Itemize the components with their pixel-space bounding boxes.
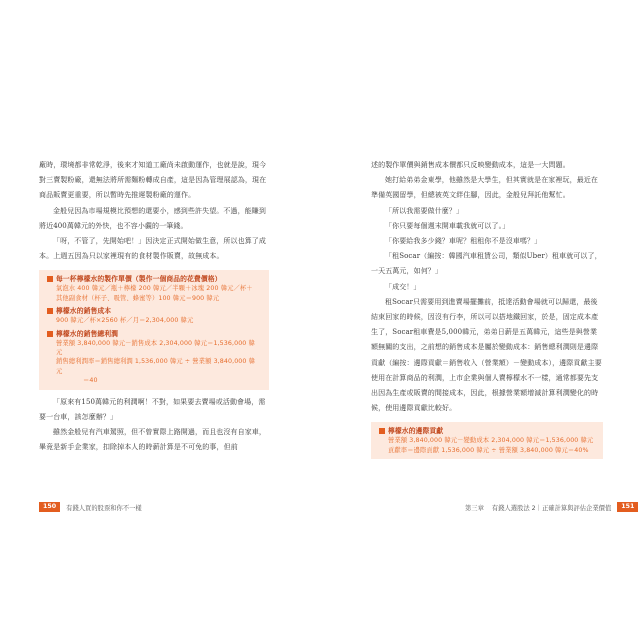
right-paragraph-1: 述的製作單價與銷售成本價都只反映變動成本，這是一大問題。	[371, 161, 570, 169]
right-paragraph-6: 「租Socar（編按：韓國汽車租賃公司，類似Uber）租車就可以了，一天五萬元，如何？」	[371, 252, 602, 276]
bullet-square-icon	[47, 308, 53, 314]
right-paragraph-2: 她打給弟弟金東學，他雖然是大學生，但其實就是在家裡玩，最近在準備英國留學，但總被英文絆住腳，因此，金般兒拜託他幫忙。	[371, 176, 598, 200]
sales-cost-section	[47, 306, 261, 325]
page-number: 150	[39, 502, 60, 512]
gross-profit-line-1: 營業額 3,840,000 韓元－銷售成本 2,304,000 韓元＝1,536,000 韓元	[56, 339, 255, 357]
gross-profit-section	[47, 329, 261, 386]
unit-price-line-2: 其他副食材（杯子、吸管、蜂蜜等）100 韓元＝900 韓元	[56, 294, 220, 302]
right-page	[371, 158, 603, 464]
margin-line-1: 營業額 3,840,000 韓元－變動成本 2,304,000 韓元＝1,536,000 韓元	[388, 437, 594, 445]
left-paragraph-5: 雖然金般兒有汽車駕照，但不曾實際上路開過，而且也沒有自家車，畢竟是新手企業家，扣除掉本人的時薪計算是不可免的事，但前	[39, 428, 266, 452]
book-title: 有錢人買的股票和你不一樣	[66, 504, 142, 512]
bullet-square-icon	[47, 276, 53, 282]
gross-profit-title: 檸檬水的銷售總利潤	[56, 329, 119, 338]
unit-price-section	[47, 274, 261, 303]
left-footer	[39, 502, 142, 512]
bullet-square-icon	[47, 331, 53, 337]
cost-info-box	[39, 270, 269, 389]
right-paragraph-3: 「所以我需要做什麼？」	[385, 206, 464, 215]
sales-cost-line: 900 韓元／杯×2560 杯／月＝2,304,000 韓元	[56, 317, 194, 325]
left-page	[39, 158, 269, 455]
left-paragraph-4: 「原來有150萬韓元的利潤啊！不對，如果要去賣場或活動會場，需要一台車，該怎麼辦？」	[39, 397, 266, 421]
gross-profit-line-2: 銷售總利潤率＝銷售總利潤 1,536,000 韓元 ÷ 營業額 3,840,000 韓元	[56, 358, 256, 375]
margin-info-box	[371, 422, 603, 459]
right-paragraph-7: 「成交！」	[385, 282, 421, 291]
left-paragraph-2: 金般兒因為市場規模比預想的還要小，感到些許失望。不過，能賺到將近400萬韓元的外快，也不容小覷的一筆錢。	[39, 206, 266, 230]
right-paragraph-4: 「你只要每個週末開車載我就可以了。」	[385, 221, 510, 230]
sales-cost-title: 檸檬水的銷售成本	[56, 307, 112, 316]
gross-profit-line-3: ＝40	[83, 377, 98, 385]
right-footer	[465, 502, 638, 512]
page-number: 151	[617, 502, 638, 512]
left-paragraph-1: 廠時，環境都非常乾淨，後來才知道工廠尚未啟動運作，也就是說，現今對三賣製粉廠，還無法將所需麵粉轉成自產，這是因為管理展認為，現在商品販賣更重要，所以暫時先推遲製粉廠的運作。	[39, 161, 267, 200]
right-paragraph-8: 租Socar只需要用到進賣場擺攤前，抵達活動會場就可以歸還，最後結束回家的時候，因沒有行李，所以可以搭地鐵回家，於是，固定成本產生了，Socar租車費是5,000韓元，弟弟日薪是五萬韓元，這些是與營業額無關的支出，之前想的銷售成本是屬於變動成本：銷售總利潤則是邊際貢獻（編按：邊際貢獻＝銷售收入（營業額）－變動成本），邊際貢獻主要使用在計算商品的利潤，上市企業與個人賣檸檬水不一樣，通常都要先支出因為生產或販賣的間接成本，因此，根據營業額增減計算利潤變化的時候，使用邊際貢獻比較好。	[371, 297, 602, 413]
bullet-square-icon	[379, 428, 385, 434]
chapter-label: 第三章	[465, 504, 484, 512]
margin-title: 檸檬水的邊際貢獻	[388, 427, 444, 436]
right-paragraph-5: 「你要給我多少錢？車呢？租租你不是沒車嗎？」	[385, 237, 542, 246]
margin-line-2: 貢獻率＝邊際貢獻 1,536,000 韓元 ÷ 營業額 3,840,000 韓元＝40%	[388, 446, 589, 454]
unit-price-title: 每一杯檸檬水的製作單價（製作一個商品的花費價格）	[56, 275, 222, 284]
unit-price-line-1: 氣泡水 400 韓元／瓶＋檸檬 200 韓元／半顆＋冰塊 200 韓元／杯＋	[56, 285, 253, 293]
left-paragraph-3: 「呀，不管了，先開始吧！」因決定正式開始做生意，所以也算了成本。上週五因為只以家裡現有的食材製作販賣，故無成本。	[39, 237, 266, 261]
chapter-title: 有錢人選股法 2｜正確計算與評估企業價值	[491, 504, 612, 512]
